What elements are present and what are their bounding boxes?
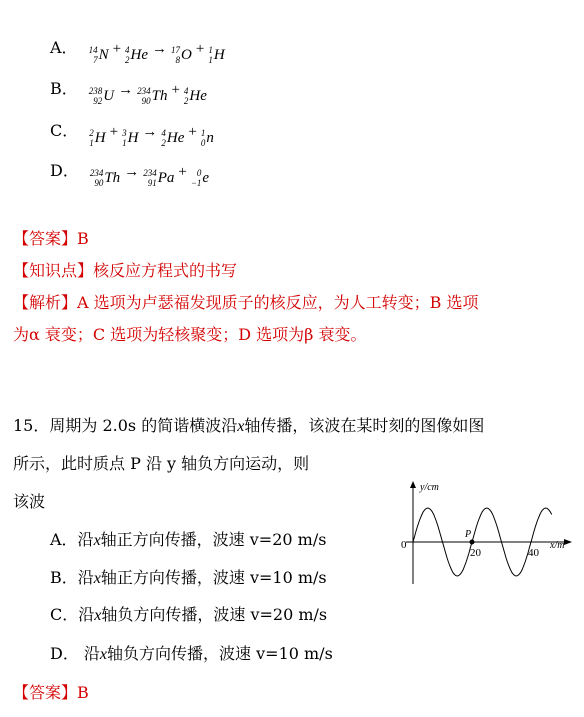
element-symbol: He	[130, 46, 149, 63]
nuclear-equation	[88, 82, 208, 106]
atomic-number: 8	[175, 55, 181, 65]
equation-operator: +	[178, 164, 187, 180]
mass-number: 3	[122, 128, 127, 138]
equation-operator: +	[109, 124, 119, 140]
option-text: 轴正方向传播，波速 v=10 m/s	[100, 568, 327, 587]
q15-option-a	[50, 527, 326, 550]
nuclide	[201, 128, 214, 148]
element-symbol: n	[206, 129, 214, 146]
nuclear-option-b	[50, 76, 208, 106]
element-symbol: e	[202, 169, 210, 186]
nuclide	[171, 45, 192, 65]
q15-option-c	[50, 602, 327, 625]
option-var: x	[93, 570, 101, 587]
mass-number: 1	[208, 45, 213, 55]
element-symbol: O	[181, 46, 192, 63]
nuclear-option-a	[50, 35, 226, 65]
equation-operator: +	[188, 124, 197, 140]
answer-tag: 【答案】	[13, 683, 78, 702]
analysis-text-1: A 选项为卢瑟福发现质子的核反应，为人工转变；B 选项	[77, 293, 479, 312]
option-text: 轴负方向传播，波速 v=10 m/s	[107, 644, 333, 663]
atomic-number: 2	[161, 138, 166, 148]
nuclide	[143, 168, 174, 188]
nuclide	[184, 86, 207, 106]
equation-operator: +	[112, 41, 122, 57]
element-symbol: Th	[104, 169, 121, 186]
option-label: A．	[50, 38, 78, 57]
nuclide	[89, 128, 105, 148]
option-label: A．沿	[50, 530, 94, 549]
wave-figure	[398, 478, 580, 588]
nuclide	[191, 168, 209, 188]
atomic-number: 7	[93, 55, 98, 65]
nuclear-equation	[88, 124, 215, 148]
mass-number: 2	[89, 128, 94, 138]
equation-operator: +	[171, 82, 180, 98]
element-symbol: He	[189, 87, 207, 104]
option-text: 轴负方向传播，波速 v=20 m/s	[101, 605, 328, 624]
mass-number: 238	[88, 86, 103, 96]
atomic-number: 90	[141, 96, 151, 106]
mass-number: 234	[89, 168, 104, 178]
atomic-number: −1	[190, 178, 202, 188]
y-axis-arrow	[410, 481, 416, 488]
mass-number: 234	[137, 86, 151, 96]
equation-operator: →	[118, 82, 134, 98]
mass-number: 17	[171, 45, 181, 55]
element-symbol: H	[94, 129, 106, 146]
nuclear-option-d	[50, 158, 210, 188]
option-label: C．	[50, 121, 79, 140]
nuclide	[125, 45, 148, 65]
equation-operator: →	[142, 124, 158, 140]
origin-label: 0	[401, 539, 407, 551]
q15-line-2: 所示，此时质点 P 沿 y 轴负方向运动，则	[13, 454, 310, 473]
tick-label-20: 20	[470, 547, 481, 559]
answer-line-2	[13, 680, 89, 703]
mass-number: 4	[125, 45, 130, 55]
nuclide	[161, 128, 184, 148]
element-symbol: H	[127, 129, 139, 146]
answer-value: B	[77, 229, 89, 248]
nuclide	[89, 86, 114, 106]
element-symbol: He	[166, 129, 185, 146]
atomic-number: 92	[93, 96, 103, 106]
option-text: 轴正方向传播，波速 v=20 m/s	[100, 530, 327, 549]
point-p-label: P	[465, 529, 472, 540]
answer-line-1	[13, 226, 89, 249]
q15-line-1	[13, 413, 484, 436]
q15-text-post: 轴传播，该波在某时刻的图像如图	[244, 416, 485, 435]
nuclide	[208, 45, 224, 65]
option-label: B．	[50, 79, 78, 98]
tick-label-40: 40	[528, 547, 539, 559]
element-symbol: Th	[151, 87, 168, 104]
knowledge-tag: 【知识点】	[13, 261, 94, 280]
option-label: C．沿	[50, 605, 95, 624]
q15-line-3: 该波	[13, 492, 46, 511]
knowledge-value: 核反应方程式的书写	[93, 261, 238, 280]
atomic-number: 2	[125, 55, 130, 65]
atomic-number: 91	[147, 178, 157, 188]
element-symbol: Pa	[157, 169, 175, 186]
mass-number: 234	[143, 168, 157, 178]
equation-operator: →	[124, 164, 140, 180]
atomic-number: 1	[89, 138, 94, 148]
atomic-number: 1	[208, 55, 213, 65]
element-symbol: U	[103, 87, 115, 104]
atomic-number: 0	[200, 138, 206, 148]
atomic-number: 90	[94, 178, 104, 188]
x-axis-label: x/m	[550, 540, 565, 551]
mass-number: 4	[161, 128, 166, 138]
option-var: x	[93, 532, 101, 549]
mass-number: 1	[200, 128, 206, 138]
mass-number: 4	[183, 86, 189, 96]
element-symbol: N	[98, 46, 109, 63]
nuclide	[90, 168, 120, 188]
element-symbol: H	[213, 46, 225, 63]
q15-option-d	[50, 641, 333, 664]
analysis-tag: 【解析】	[13, 293, 78, 312]
equation-operator: →	[152, 41, 168, 57]
q15-var-x: x	[237, 418, 245, 435]
analysis-line-2	[13, 322, 366, 345]
nuclear-equation	[89, 164, 210, 188]
nuclide	[137, 86, 167, 106]
point-p	[470, 540, 475, 545]
option-label: B．沿	[50, 568, 94, 587]
answer-value: B	[77, 683, 89, 702]
option-label: D． 沿	[50, 644, 100, 663]
nuclear-equation	[88, 41, 226, 65]
equation-operator: +	[195, 41, 205, 57]
nuclide	[89, 45, 109, 65]
atomic-number: 2	[183, 96, 189, 106]
analysis-text-2: 为α 衰变；C 选项为轻核聚变；D 选项为β 衰变。	[13, 325, 367, 344]
y-axis-label: y/cm	[420, 482, 439, 493]
option-var: x	[94, 607, 102, 624]
mass-number: 0	[196, 168, 202, 178]
option-var: x	[99, 646, 108, 663]
knowledge-line	[13, 258, 237, 281]
answer-tag: 【答案】	[13, 229, 78, 248]
x-axis-arrow	[564, 539, 572, 545]
mass-number: 14	[88, 45, 98, 55]
atomic-number: 1	[122, 138, 127, 148]
nuclear-option-c	[50, 118, 215, 148]
option-label: D．	[50, 161, 79, 180]
analysis-line-1	[13, 290, 479, 313]
q15-text-pre: 15．周期为 2.0s 的简谐横波沿	[13, 416, 238, 435]
nuclide	[122, 128, 138, 148]
q15-option-b	[50, 565, 327, 588]
